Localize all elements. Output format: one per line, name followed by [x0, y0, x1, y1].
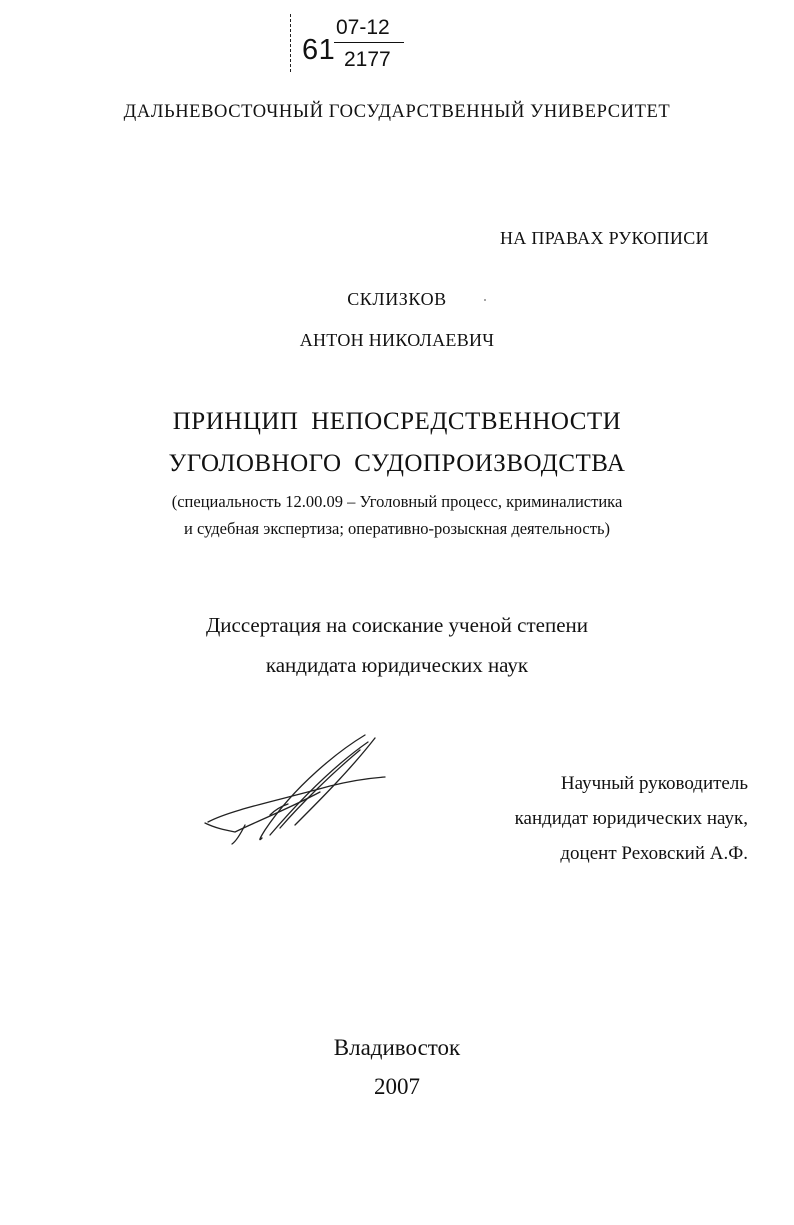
supervisor-role: Научный руководитель — [560, 773, 748, 794]
stamp-fraction-line — [334, 42, 404, 43]
author-name: АНТОН НИКОЛАЕВИЧ — [299, 330, 495, 350]
rights-note: НА ПРАВАХ РУКОПИСИ — [500, 228, 709, 248]
specialty-line-1: (специальность 12.00.09 – Уголовный процесс, криминалистика — [171, 492, 623, 511]
stamp-divider — [290, 14, 293, 72]
author-surname: СКЛИЗКОВ — [347, 289, 447, 309]
specialty-line-2: и судебная экспертиза; оперативно-розыскная деятельность) — [184, 519, 610, 538]
city: Владивосток — [333, 1035, 461, 1060]
university-name: ДАЛЬНЕВОСТОЧНЫЙ ГОСУДАРСТВЕННЫЙ УНИВЕРСИТЕТ — [123, 102, 671, 122]
year: 2007 — [374, 1074, 420, 1099]
stamp-prefix: 61 — [302, 34, 336, 66]
speck — [484, 299, 486, 301]
archive-stamp — [290, 14, 430, 74]
thesis-title-line-2: УГОЛОВНОГО СУДОПРОИЗВОДСТВА — [168, 450, 626, 477]
supervisor-degree: кандидат юридических наук, — [514, 808, 748, 829]
dissertation-line-2: кандидата юридических наук — [265, 653, 529, 677]
signature-image — [200, 730, 400, 850]
supervisor-name: доцент Реховский А.Ф. — [560, 843, 748, 864]
stamp-numerator: 07-12 — [336, 16, 390, 39]
thesis-title-line-1: ПРИНЦИП НЕПОСРЕДСТВЕННОСТИ — [172, 408, 622, 435]
dissertation-line-1: Диссертация на соискание ученой степени — [205, 613, 589, 637]
stamp-denominator: 2177 — [344, 48, 391, 71]
